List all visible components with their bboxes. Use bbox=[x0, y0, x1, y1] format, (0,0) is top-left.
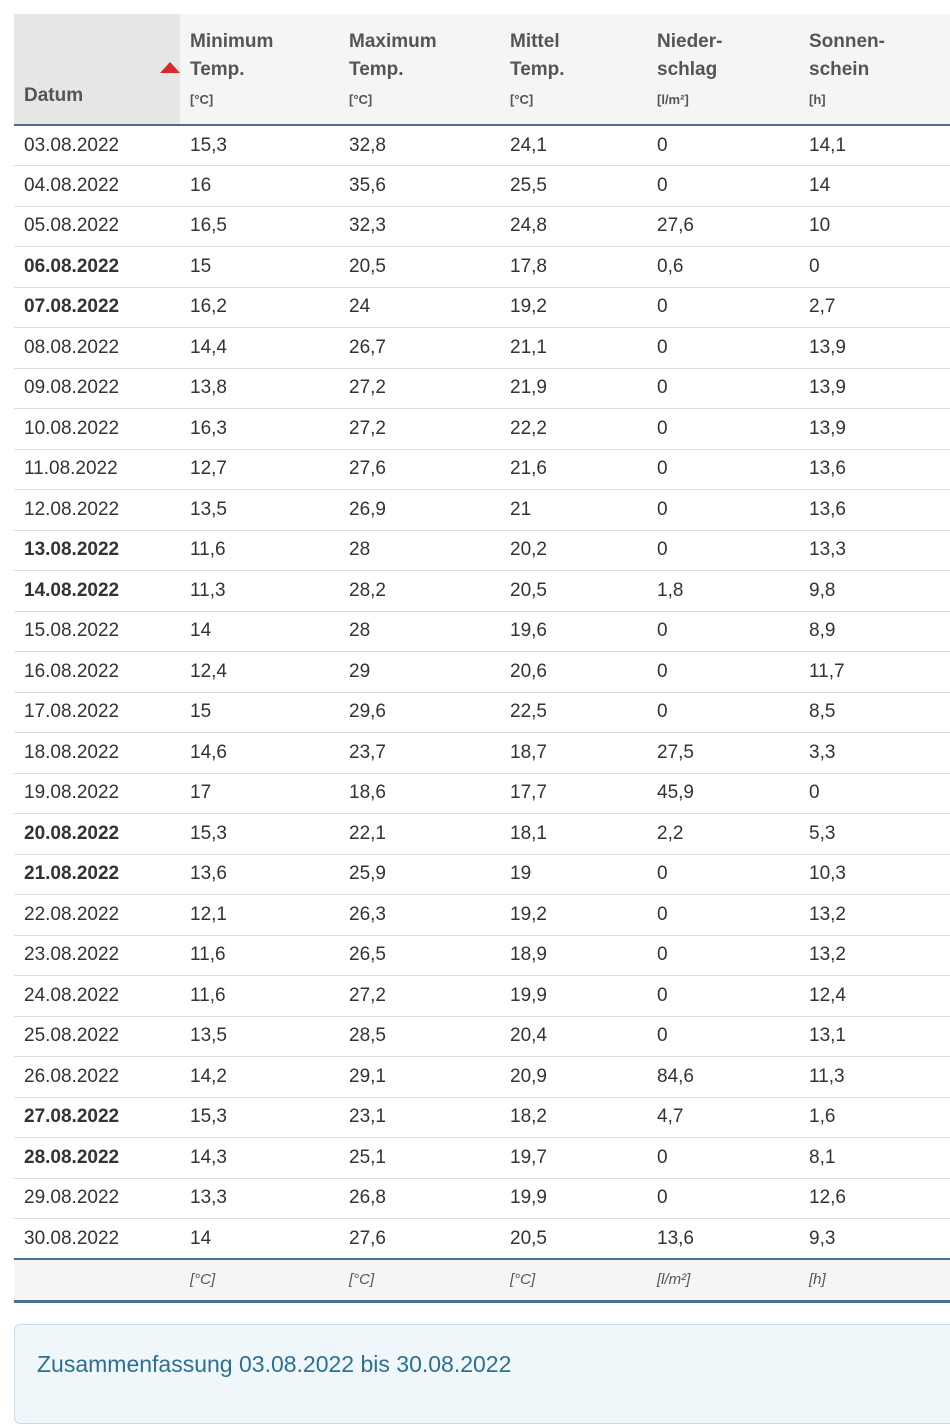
cell-min-temp: 16,2 bbox=[180, 287, 339, 328]
cell-max-temp: 18,6 bbox=[339, 773, 500, 814]
cell-sunshine: 10 bbox=[799, 206, 950, 247]
header-label: Maximum bbox=[349, 31, 437, 52]
cell-date: 11.08.2022 bbox=[14, 449, 180, 490]
cell-min-temp: 15 bbox=[180, 692, 339, 733]
cell-max-temp: 27,6 bbox=[349, 1227, 386, 1249]
cell-max-temp: 28,2 bbox=[339, 571, 500, 612]
cell-sunshine: 8,5 bbox=[799, 692, 950, 733]
cell-mean-temp: 24,8 bbox=[500, 206, 647, 247]
cell-date: 25.08.2022 bbox=[14, 1016, 180, 1057]
table-row bbox=[14, 733, 950, 774]
cell-precipitation: 0 bbox=[647, 490, 799, 531]
cell-precipitation: 2,2 bbox=[647, 814, 799, 855]
cell-sunshine: 11,3 bbox=[799, 1057, 950, 1098]
cell-sunshine: 14,1 bbox=[799, 125, 950, 166]
cell-max-temp: 32,3 bbox=[339, 206, 500, 247]
cell-max-temp: 26,7 bbox=[339, 328, 500, 369]
cell-max-temp: 20,5 bbox=[339, 247, 500, 288]
cell-min-temp: 11,3 bbox=[180, 571, 339, 612]
cell-precipitation: 0 bbox=[647, 125, 799, 166]
cell-sunshine: 13,1 bbox=[799, 1016, 950, 1057]
cell-mean-temp: 21,1 bbox=[500, 328, 647, 369]
cell-sunshine: 5,3 bbox=[799, 814, 950, 855]
cell-sunshine: 13,3 bbox=[799, 530, 950, 571]
table-row bbox=[14, 328, 950, 369]
cell-date: 29.08.2022 bbox=[14, 1178, 180, 1219]
table-row bbox=[14, 895, 950, 936]
cell-precipitation: 13,6 bbox=[657, 1227, 694, 1249]
cell-min-temp: 15,3 bbox=[180, 1097, 339, 1138]
header-unit: [l/m²] bbox=[657, 92, 689, 107]
summary-title: Zusammenfassung 03.08.2022 bis 30.08.2022 bbox=[37, 1351, 512, 1377]
cell-date: 03.08.2022 bbox=[14, 125, 180, 166]
header-label: Sonnen- bbox=[809, 31, 885, 52]
cell-precipitation: 0 bbox=[647, 976, 799, 1017]
cell-mean-temp: 20,2 bbox=[500, 530, 647, 571]
cell-min-temp: 14 bbox=[180, 611, 339, 652]
cell-max-temp: 26,9 bbox=[339, 490, 500, 531]
table-footer-row bbox=[14, 1259, 950, 1301]
cell-sunshine: 1,6 bbox=[799, 1097, 950, 1138]
cell-mean-temp: 17,8 bbox=[500, 247, 647, 288]
table-row bbox=[14, 125, 950, 166]
cell-precipitation: 27,6 bbox=[647, 206, 799, 247]
cell-mean-temp: 20,6 bbox=[500, 652, 647, 693]
cell-date: 12.08.2022 bbox=[14, 490, 180, 531]
cell-max-temp: 24 bbox=[339, 287, 500, 328]
cell-max-temp: 26,5 bbox=[339, 935, 500, 976]
table-row bbox=[14, 449, 950, 490]
header-label: Temp. bbox=[190, 59, 245, 80]
cell-mean-temp: 21,6 bbox=[500, 449, 647, 490]
cell-max-temp: 26,3 bbox=[339, 895, 500, 936]
cell-precipitation: 0 bbox=[647, 1178, 799, 1219]
header-unit: [°C] bbox=[349, 92, 373, 107]
cell-mean-temp: 22,5 bbox=[500, 692, 647, 733]
table-row bbox=[14, 692, 950, 733]
cell-precipitation: 0 bbox=[647, 652, 799, 693]
cell-date: 09.08.2022 bbox=[14, 368, 180, 409]
cell-precipitation: 27,5 bbox=[647, 733, 799, 774]
cell-date: 20.08.2022 bbox=[14, 814, 180, 855]
cell-sunshine: 13,9 bbox=[799, 409, 950, 450]
cell-date: 14.08.2022 bbox=[14, 571, 180, 612]
cell-max-temp: 29,6 bbox=[339, 692, 500, 733]
cell-precipitation: 0 bbox=[647, 1138, 799, 1179]
sort-ascending-icon[interactable] bbox=[160, 62, 180, 73]
cell-sunshine: 2,7 bbox=[799, 287, 950, 328]
table-row bbox=[14, 287, 950, 328]
cell-date: 24.08.2022 bbox=[14, 976, 180, 1017]
summary-panel bbox=[14, 1324, 950, 1424]
column-header-min-temp[interactable] bbox=[180, 14, 339, 125]
table-row bbox=[14, 368, 950, 409]
cell-min-temp: 14 bbox=[190, 1227, 212, 1249]
cell-min-temp: 14,4 bbox=[180, 328, 339, 369]
cell-min-temp: 12,4 bbox=[180, 652, 339, 693]
cell-min-temp: 14,2 bbox=[180, 1057, 339, 1098]
cell-sunshine: 13,2 bbox=[799, 895, 950, 936]
cell-max-temp: 28,5 bbox=[339, 1016, 500, 1057]
cell-max-temp: 29,1 bbox=[339, 1057, 500, 1098]
cell-max-temp: 25,1 bbox=[339, 1138, 500, 1179]
table-row bbox=[14, 1097, 950, 1138]
header-label: Minimum bbox=[190, 31, 274, 52]
cell-max-temp: 23,1 bbox=[339, 1097, 500, 1138]
cell-date: 30.08.2022 bbox=[24, 1227, 120, 1249]
header-label: Mittel bbox=[510, 31, 560, 52]
cell-sunshine: 9,8 bbox=[799, 571, 950, 612]
cell-min-temp: 15,3 bbox=[180, 125, 339, 166]
header-label: schlag bbox=[657, 59, 718, 80]
cell-date: 16.08.2022 bbox=[14, 652, 180, 693]
cell-precipitation: 84,6 bbox=[647, 1057, 799, 1098]
footer-unit: [°C] bbox=[180, 1259, 339, 1301]
cell-max-temp: 23,7 bbox=[339, 733, 500, 774]
weather-table bbox=[14, 14, 950, 1303]
column-header-sunshine[interactable] bbox=[799, 14, 950, 125]
cell-sunshine: 13,9 bbox=[799, 368, 950, 409]
cell-mean-temp: 19,2 bbox=[500, 895, 647, 936]
footer-unit: [l/m²] bbox=[647, 1259, 799, 1301]
footer-unit bbox=[14, 1259, 180, 1301]
table-row bbox=[14, 1219, 950, 1260]
cell-mean-temp: 18,9 bbox=[500, 935, 647, 976]
cell-mean-temp: 19,9 bbox=[500, 976, 647, 1017]
cell-date: 08.08.2022 bbox=[14, 328, 180, 369]
cell-mean-temp: 21,9 bbox=[500, 368, 647, 409]
cell-max-temp: 26,8 bbox=[339, 1178, 500, 1219]
table-row bbox=[14, 206, 950, 247]
table-row bbox=[14, 571, 950, 612]
cell-date: 28.08.2022 bbox=[14, 1138, 180, 1179]
cell-min-temp: 14,6 bbox=[180, 733, 339, 774]
cell-sunshine: 10,3 bbox=[799, 854, 950, 895]
cell-min-temp: 15 bbox=[180, 247, 339, 288]
cell-min-temp: 12,7 bbox=[180, 449, 339, 490]
column-header-mean-temp[interactable] bbox=[500, 14, 647, 125]
table-row bbox=[14, 773, 950, 814]
cell-min-temp: 13,5 bbox=[180, 490, 339, 531]
footer-unit: [°C] bbox=[339, 1259, 500, 1301]
cell-max-temp: 35,6 bbox=[339, 166, 500, 207]
cell-sunshine: 0 bbox=[799, 773, 950, 814]
cell-precipitation: 0 bbox=[647, 287, 799, 328]
cell-max-temp: 29 bbox=[339, 652, 500, 693]
cell-max-temp: 27,2 bbox=[339, 368, 500, 409]
cell-precipitation: 45,9 bbox=[647, 773, 799, 814]
cell-min-temp: 11,6 bbox=[180, 976, 339, 1017]
cell-precipitation: 4,7 bbox=[647, 1097, 799, 1138]
weather-table-container bbox=[14, 14, 950, 1303]
table-row bbox=[14, 611, 950, 652]
table-row bbox=[14, 530, 950, 571]
cell-date: 04.08.2022 bbox=[14, 166, 180, 207]
cell-sunshine: 13,6 bbox=[799, 490, 950, 531]
table-row bbox=[14, 1057, 950, 1098]
cell-mean-temp: 18,1 bbox=[500, 814, 647, 855]
table-header-row bbox=[14, 14, 950, 125]
cell-mean-temp: 19 bbox=[500, 854, 647, 895]
table-row bbox=[14, 976, 950, 1017]
cell-precipitation: 0 bbox=[647, 895, 799, 936]
cell-mean-temp: 25,5 bbox=[500, 166, 647, 207]
cell-mean-temp: 19,9 bbox=[500, 1178, 647, 1219]
cell-sunshine: 12,6 bbox=[799, 1178, 950, 1219]
header-label: Nieder- bbox=[657, 31, 723, 52]
column-header-max-temp[interactable] bbox=[339, 14, 500, 125]
header-label: Temp. bbox=[510, 59, 565, 80]
cell-max-temp: 32,8 bbox=[339, 125, 500, 166]
header-label: Datum bbox=[24, 85, 84, 106]
cell-date: 15.08.2022 bbox=[14, 611, 180, 652]
table-body bbox=[14, 125, 950, 1259]
cell-mean-temp: 20,5 bbox=[510, 1227, 547, 1249]
cell-mean-temp: 22,2 bbox=[500, 409, 647, 450]
cell-sunshine: 0 bbox=[799, 247, 950, 288]
cell-date: 23.08.2022 bbox=[14, 935, 180, 976]
cell-precipitation: 0 bbox=[647, 530, 799, 571]
header-unit: [h] bbox=[809, 92, 826, 107]
cell-sunshine: 8,1 bbox=[799, 1138, 950, 1179]
cell-sunshine: 12,4 bbox=[799, 976, 950, 1017]
cell-max-temp: 22,1 bbox=[339, 814, 500, 855]
table-row bbox=[14, 935, 950, 976]
cell-precipitation: 0 bbox=[647, 692, 799, 733]
table-row bbox=[14, 854, 950, 895]
cell-date: 19.08.2022 bbox=[14, 773, 180, 814]
cell-precipitation: 0 bbox=[647, 166, 799, 207]
cell-date: 18.08.2022 bbox=[14, 733, 180, 774]
cell-min-temp: 13,8 bbox=[180, 368, 339, 409]
cell-mean-temp: 21 bbox=[500, 490, 647, 531]
cell-date: 13.08.2022 bbox=[14, 530, 180, 571]
cell-date: 05.08.2022 bbox=[14, 206, 180, 247]
cell-max-temp: 27,2 bbox=[339, 976, 500, 1017]
column-header-precipitation[interactable] bbox=[647, 14, 799, 125]
cell-date: 22.08.2022 bbox=[14, 895, 180, 936]
cell-precipitation: 0 bbox=[647, 409, 799, 450]
cell-max-temp: 28 bbox=[339, 611, 500, 652]
cell-date: 21.08.2022 bbox=[14, 854, 180, 895]
cell-min-temp: 13,5 bbox=[180, 1016, 339, 1057]
cell-sunshine: 14 bbox=[799, 166, 950, 207]
cell-precipitation: 0,6 bbox=[647, 247, 799, 288]
cell-mean-temp: 18,2 bbox=[500, 1097, 647, 1138]
cell-date: 06.08.2022 bbox=[14, 247, 180, 288]
cell-mean-temp: 20,4 bbox=[500, 1016, 647, 1057]
table-row bbox=[14, 652, 950, 693]
cell-max-temp: 27,6 bbox=[339, 449, 500, 490]
table-row bbox=[14, 166, 950, 207]
cell-mean-temp: 19,2 bbox=[500, 287, 647, 328]
cell-precipitation: 0 bbox=[647, 1016, 799, 1057]
cell-date: 10.08.2022 bbox=[14, 409, 180, 450]
cell-sunshine: 13,6 bbox=[799, 449, 950, 490]
cell-mean-temp: 18,7 bbox=[500, 733, 647, 774]
footer-unit: [h] bbox=[799, 1259, 950, 1301]
cell-precipitation: 0 bbox=[647, 854, 799, 895]
cell-precipitation: 0 bbox=[647, 368, 799, 409]
table-row bbox=[14, 814, 950, 855]
cell-max-temp: 28 bbox=[339, 530, 500, 571]
header-unit: [°C] bbox=[510, 92, 534, 107]
table-row bbox=[14, 247, 950, 288]
cell-sunshine: 3,3 bbox=[799, 733, 950, 774]
cell-precipitation: 0 bbox=[647, 328, 799, 369]
cell-mean-temp: 20,9 bbox=[500, 1057, 647, 1098]
cell-max-temp: 25,9 bbox=[339, 854, 500, 895]
table-row bbox=[14, 1016, 950, 1057]
cell-min-temp: 11,6 bbox=[180, 935, 339, 976]
cell-sunshine: 11,7 bbox=[799, 652, 950, 693]
cell-precipitation: 0 bbox=[647, 611, 799, 652]
table-row bbox=[14, 490, 950, 531]
footer-unit: [°C] bbox=[500, 1259, 647, 1301]
cell-mean-temp: 19,7 bbox=[500, 1138, 647, 1179]
cell-precipitation: 1,8 bbox=[647, 571, 799, 612]
cell-sunshine: 13,2 bbox=[799, 935, 950, 976]
header-label: Temp. bbox=[349, 59, 404, 80]
cell-sunshine: 8,9 bbox=[799, 611, 950, 652]
cell-min-temp: 15,3 bbox=[180, 814, 339, 855]
cell-min-temp: 13,3 bbox=[180, 1178, 339, 1219]
cell-min-temp: 12,1 bbox=[180, 895, 339, 936]
header-label: schein bbox=[809, 59, 870, 80]
table-row bbox=[14, 409, 950, 450]
cell-date: 26.08.2022 bbox=[14, 1057, 180, 1098]
table-row bbox=[14, 1178, 950, 1219]
cell-min-temp: 13,6 bbox=[180, 854, 339, 895]
cell-sunshine: 13,9 bbox=[799, 328, 950, 369]
column-header-datum[interactable] bbox=[14, 14, 180, 125]
header-unit: [°C] bbox=[190, 92, 214, 107]
cell-min-temp: 16 bbox=[180, 166, 339, 207]
cell-mean-temp: 17,7 bbox=[500, 773, 647, 814]
cell-mean-temp: 19,6 bbox=[500, 611, 647, 652]
table-row bbox=[14, 1138, 950, 1179]
cell-min-temp: 16,3 bbox=[180, 409, 339, 450]
cell-min-temp: 16,5 bbox=[180, 206, 339, 247]
cell-precipitation: 0 bbox=[647, 935, 799, 976]
cell-max-temp: 27,2 bbox=[339, 409, 500, 450]
cell-min-temp: 17 bbox=[180, 773, 339, 814]
cell-date: 07.08.2022 bbox=[14, 287, 180, 328]
cell-mean-temp: 20,5 bbox=[500, 571, 647, 612]
cell-date: 17.08.2022 bbox=[14, 692, 180, 733]
cell-min-temp: 11,6 bbox=[180, 530, 339, 571]
cell-precipitation: 0 bbox=[647, 449, 799, 490]
cell-date: 27.08.2022 bbox=[14, 1097, 180, 1138]
cell-mean-temp: 24,1 bbox=[500, 125, 647, 166]
cell-sunshine: 9,3 bbox=[809, 1227, 836, 1249]
cell-min-temp: 14,3 bbox=[180, 1138, 339, 1179]
